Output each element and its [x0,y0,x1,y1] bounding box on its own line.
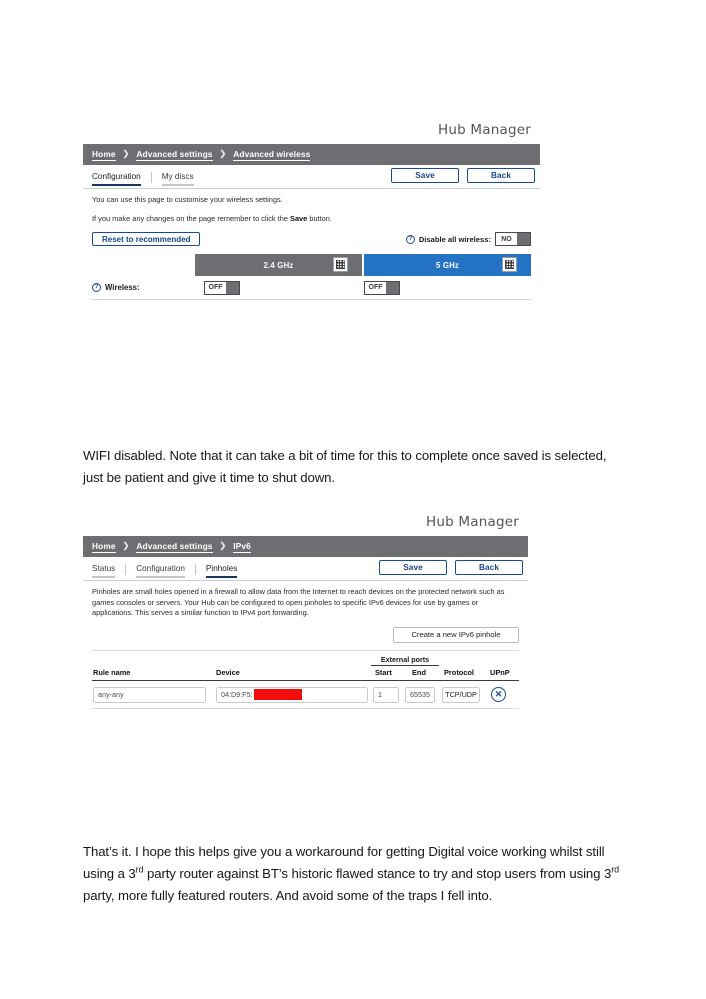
action-buttons [379,560,523,575]
breadcrumb [83,536,528,557]
back-button[interactable]: Back [467,168,535,183]
column-header-end: End [412,667,426,677]
wireless-row-label [92,283,195,292]
disable-all-wireless-toggle[interactable] [495,232,531,246]
screenshot-ipv6-pinholes [83,511,528,719]
band-tab-2-4ghz[interactable] [195,254,362,276]
ordinal-suffix-1: rd [135,864,144,875]
tab-configuration[interactable]: Configuration [92,172,141,186]
external-ports-group-header: External ports [371,655,439,666]
closing-part-a: That’s it. I hope this helps give you a workaround for getting Digital voice working whilst still using a 3 [83,844,605,882]
external-port-start-input[interactable]: 1 [373,687,399,703]
breadcrumb-item-home[interactable]: Home [92,148,116,159]
band-tab-5ghz[interactable] [364,254,531,276]
action-buttons [391,168,535,183]
chevron-right-icon: ❯ [122,541,130,550]
external-port-end-input[interactable]: 65535 [405,687,435,703]
closing-part-c: party, more fully featured routers. And avoid some of the traps I fell into. [83,888,493,904]
protocol-select[interactable]: TCP/UDP [442,687,480,703]
wireless-toggle-2-4ghz[interactable] [204,281,240,295]
qr-code-icon[interactable] [333,257,348,272]
save-button[interactable]: Save [379,560,447,575]
column-header-protocol: Protocol [444,667,474,677]
wireless-label-text: Wireless: [105,283,140,292]
intro2-pre: If you make any changes on the page remember to click the [92,213,291,223]
tab-status[interactable]: Status [92,564,115,578]
tab-pinholes[interactable]: Pinholes [206,564,237,578]
breadcrumb-item-advanced-settings[interactable]: Advanced settings [136,540,213,551]
close-icon[interactable]: ✕ [491,687,506,702]
table-row [92,681,519,709]
screenshot-advanced-wireless [83,119,540,334]
tab-configuration[interactable]: Configuration [136,564,185,578]
pinholes-description: Pinholes are small holes opened in a firewall to allow data from the Internet to reach devices on the protected network such as games consoles or servers. Your Hub can be configured to open pinholes to specific IPv6 devices for use by games or applications. This serves a similar function to IPv4 port forwarding. [92,587,505,617]
breadcrumb [83,144,540,165]
tab-divider [151,172,152,183]
wireless-toggle-5ghz-value: OFF [368,284,383,291]
help-icon[interactable]: ? [92,283,101,292]
disable-all-wireless-label: Disable all wireless: [418,234,491,244]
pinholes-page-body [83,581,528,709]
paragraph-closing-remarks [83,841,623,907]
redaction-block [254,689,302,700]
disable-all-wireless-value: NO [501,235,512,243]
column-header-device: Device [216,667,240,677]
tab-strip [83,165,540,189]
closing-part-b: party router against BT’s historic flawed stance to try and stop users from using 3 [143,866,612,882]
breadcrumb-item-advanced-settings[interactable]: Advanced settings [136,148,213,159]
save-button[interactable]: Save [391,168,459,183]
column-header-rule-name: Rule name [93,667,131,677]
create-new-ipv6-pinhole-button[interactable]: Create a new IPv6 pinhole [393,627,519,643]
back-button[interactable]: Back [455,560,523,575]
qr-code-icon[interactable] [502,257,517,272]
wireless-page-body [83,189,540,300]
intro2-post: button. [307,213,332,223]
column-header-start: Start [375,667,392,677]
chevron-right-icon: ❯ [219,149,227,158]
band-label-2-4ghz: 2.4 GHz [263,260,294,270]
breadcrumb-item-advanced-wireless[interactable]: Advanced wireless [233,148,311,159]
disable-all-wireless-control [406,232,531,246]
rule-name-input[interactable]: any-any [93,687,206,703]
pinhole-table-header [92,655,519,681]
wireless-toggle-5ghz[interactable] [364,281,400,295]
column-header-upnp: UPnP [490,667,510,677]
chevron-right-icon: ❯ [122,149,130,158]
intro2-save-emphasis: Save [290,213,308,223]
tab-strip [83,557,528,581]
device-mac-prefix: 04:D9:F5: [221,690,253,699]
breadcrumb-item-ipv6[interactable]: IPv6 [233,540,251,551]
wireless-toggle-row [92,276,531,300]
create-pinhole-row [92,627,519,643]
hub-manager-brand: Hub Manager [438,122,531,138]
device-input[interactable] [216,687,368,703]
toggle-knob [517,233,530,245]
wireless-intro-line-2 [92,214,531,225]
tab-my-discs[interactable]: My discs [162,172,194,186]
ordinal-suffix-2: rd [611,864,619,875]
toggle-knob [386,282,399,294]
wireless-intro-line-1: You can use this page to customise your wireless settings. [92,195,283,204]
toggle-knob [226,282,239,294]
band-label-5ghz: 5 GHz [435,260,460,270]
tab-divider [125,564,126,575]
help-icon[interactable]: ? [406,235,415,244]
reset-and-disable-row [92,232,531,246]
chevron-right-icon: ❯ [219,541,227,550]
hub-manager-brand: Hub Manager [426,514,519,530]
breadcrumb-item-home[interactable]: Home [92,540,116,551]
reset-to-recommended-button[interactable]: Reset to recommended [92,232,200,246]
tab-divider [195,564,196,575]
pinhole-table [92,650,519,709]
wireless-toggle-2-4ghz-value: OFF [208,284,223,291]
paragraph-wifi-disabled: WIFI disabled. Note that it can take a bit of time for this to complete once saved is selected, just be patient and give it time to shut down. [83,448,607,486]
band-tab-row [195,254,531,276]
